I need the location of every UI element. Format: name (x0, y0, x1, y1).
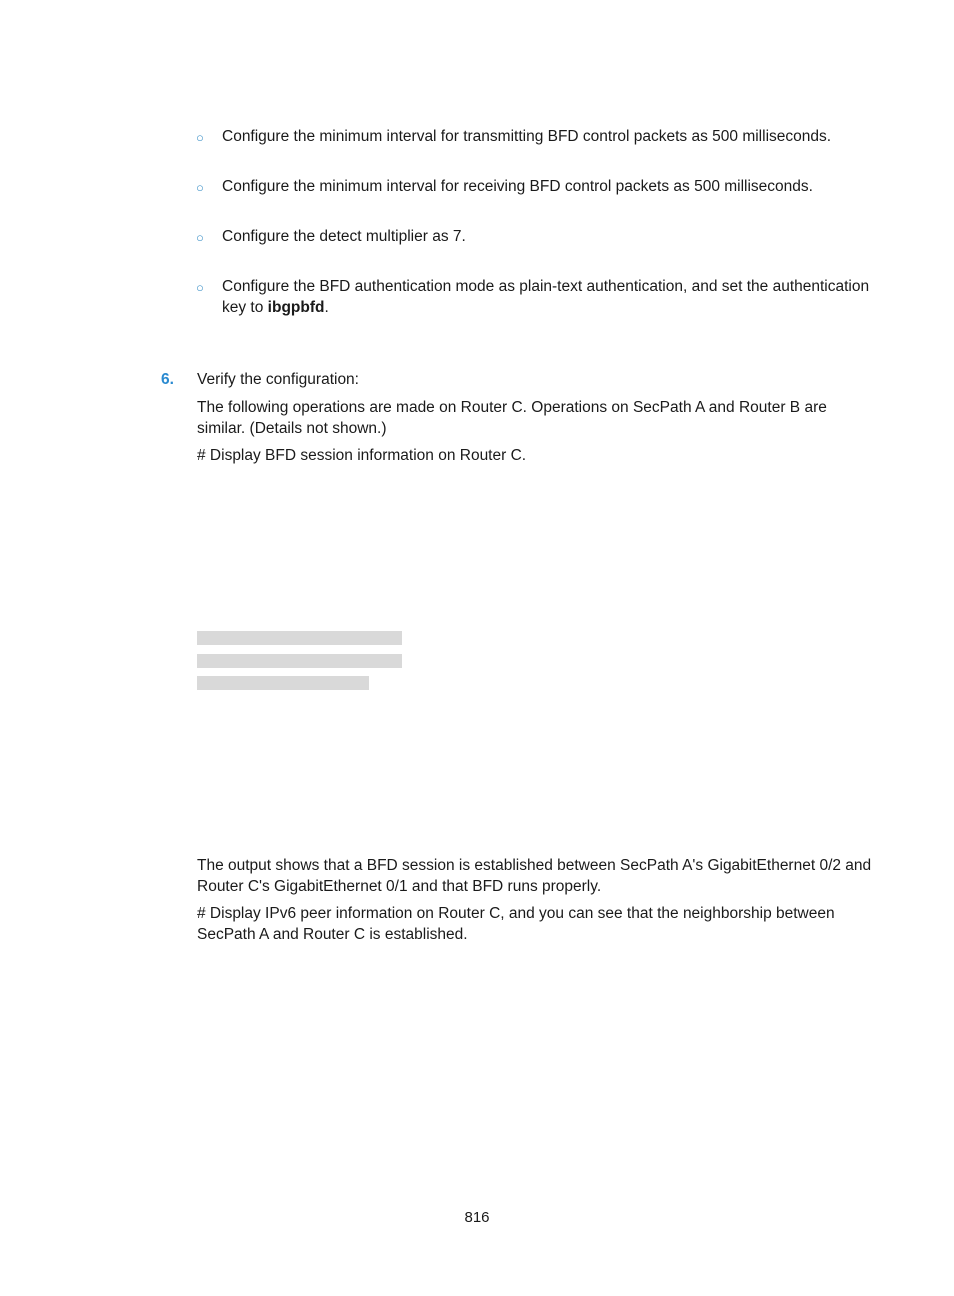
display-bfd-comment: # Display BFD session information on Router C. (197, 447, 527, 464)
auth-key: ibgpbfd (267, 299, 325, 316)
bullet-circle-icon: ○ (196, 230, 204, 245)
bullet-item-rx-interval: Configure the minimum interval for receiving BFD control packets as 500 milliseconds. (222, 178, 813, 195)
page-number: 816 (464, 1209, 490, 1226)
display-peer-comment: # Display IPv6 peer information on Router C, and you can see that the neighborship between SecPath A and Router C is established. (197, 905, 835, 943)
bullet-circle-icon: ○ (196, 130, 204, 145)
bullet-auth-text: Configure the BFD authentication mode as plain-text authentication, and set the authentication key to (222, 278, 870, 316)
output-note: The output shows that a BFD session is established between SecPath A's GigabitEthernet 0/2 and Router C's GigabitEthernet 0/1 and that BFD runs properly. (197, 857, 872, 895)
redacted-output-line (197, 654, 402, 668)
bullet-auth-period: . (324, 299, 329, 316)
step-title: Verify the configuration: (197, 371, 359, 388)
bullet-circle-icon: ○ (196, 280, 204, 295)
ops-note: The following operations are made on Router C. Operations on SecPath A and Router B are similar. (Details not shown.) (197, 399, 827, 437)
step-number: 6. (161, 371, 174, 388)
bullet-item-authentication (222, 276, 872, 318)
bullet-circle-icon: ○ (196, 180, 204, 195)
bullet-item-detect-multiplier: Configure the detect multiplier as 7. (222, 228, 466, 245)
redacted-output-line (197, 676, 369, 690)
redacted-output-line (197, 631, 402, 645)
bullet-item-tx-interval: Configure the minimum interval for transmitting BFD control packets as 500 milliseconds. (222, 128, 832, 145)
